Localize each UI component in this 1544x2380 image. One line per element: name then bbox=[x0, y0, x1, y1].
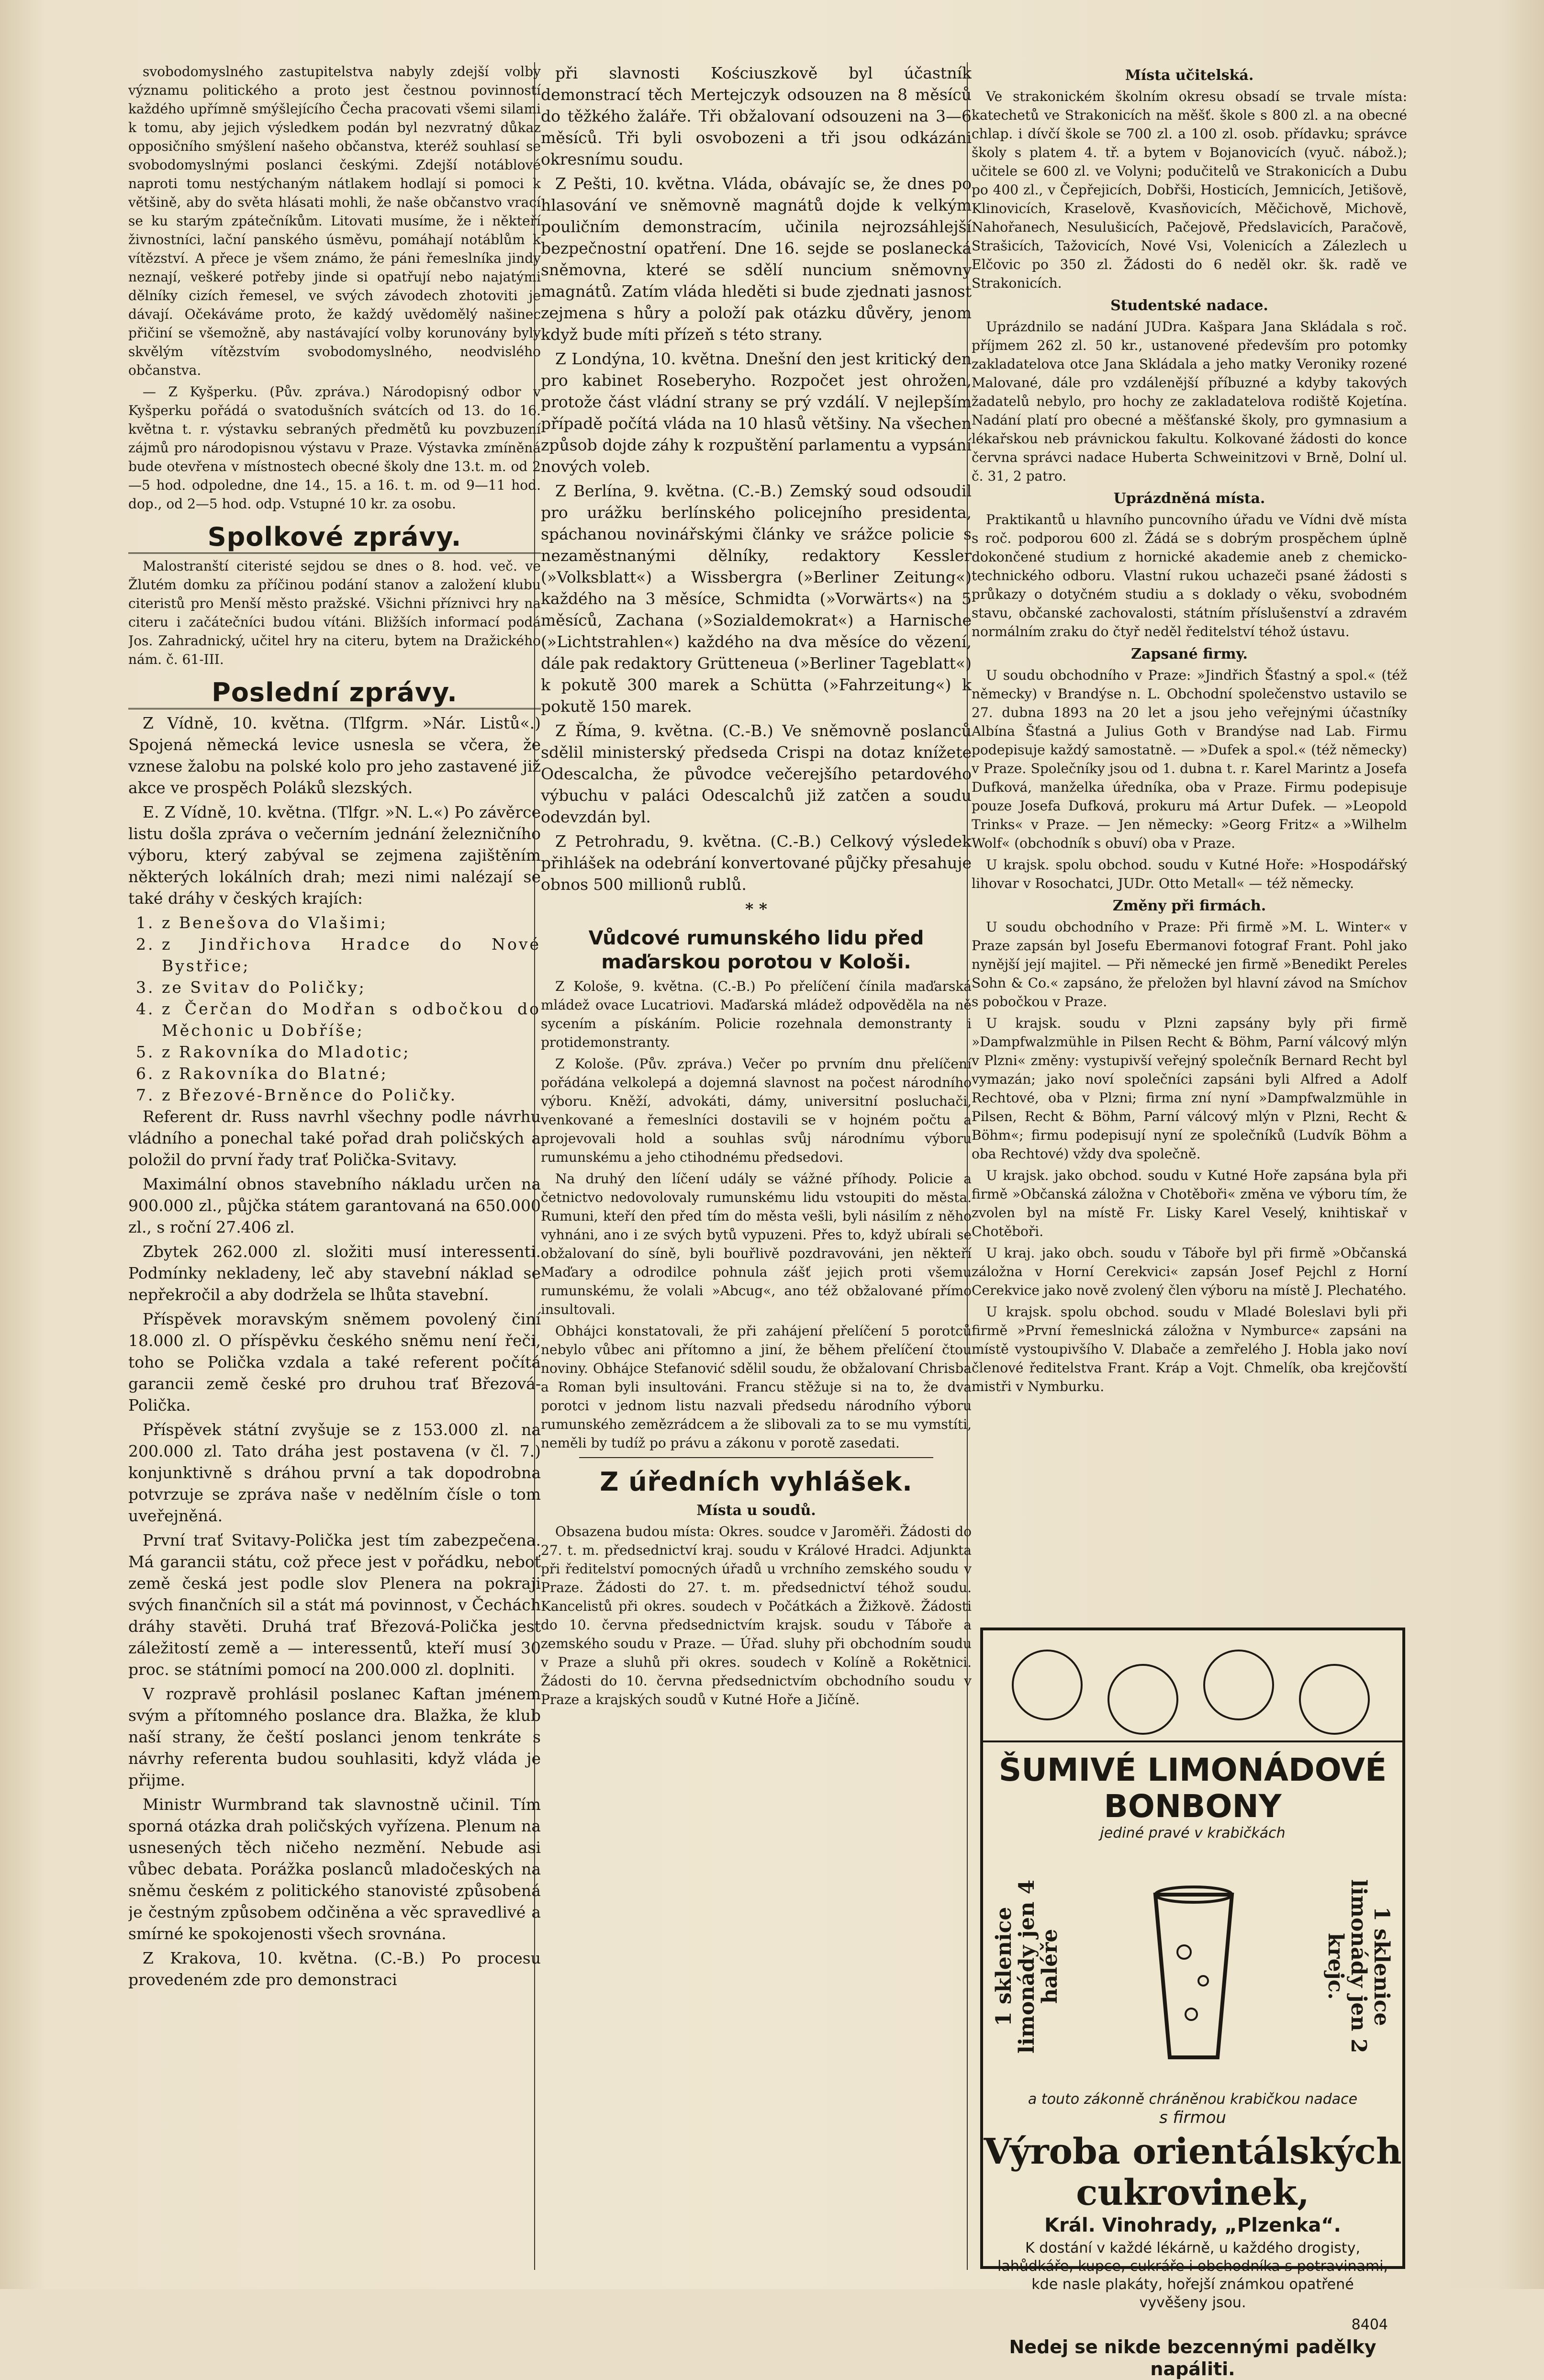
ad-vertical-text: 1 sklenice limonády jen 2 krejc. bbox=[1323, 1879, 1394, 2054]
column-left bbox=[128, 62, 541, 2270]
article-paragraph: Z Londýna, 10. května. Dnešní den jest kritický den pro kabinet Roseberyho. Rozpočet jest ohrožen, protože část vládní strany se prý vzdálí. V nejlepším případě počítá vláda na 10 hlasů většiny. Na všechen způsob dojde záhy k rozpuštění parlamentu a vypsání nových voleb. bbox=[541, 349, 972, 476]
article-paragraph: E. Z Vídně, 10. května. (Tlfgr. »N. L.«) Po závěrce listu došla zpráva o večerním jednání železničního výboru, který zabýval se zejmena zajištěním některých lokálních drah; mezi nimi nalézají se také dráhy v českých krajích: bbox=[128, 803, 541, 908]
ad-vertical-text: 1 sklenice limonády jen 4 haléře bbox=[992, 1879, 1062, 2054]
article-paragraph: Z Říma, 9. května. (C.-B.) Ve sněmovně poslanců sdělil ministerský předseda Crispi na dotaz knížete Odescalcha, že původce večerejšího petardového výbuchu v paláci Odescalchů již zatčen a soudu odevzdán byl. bbox=[541, 721, 972, 826]
list-item: 2. z Jindřichova Hradce do Nové Bystřice; bbox=[162, 933, 541, 977]
advertisement bbox=[980, 1628, 1405, 2380]
article-paragraph: U soudu obchodního v Praze: Při firmě »M. L. Winter« v Praze zapsán byl Josefu Ebermanovi fotograf Frant. Pohl jako nynější její majitel. — Při německé jen firmě »Benedikt Pereles Sohn & Co.« zapsáno, že přeložen byl hlavní závod na Smíchov s pobočkou v Praze. bbox=[972, 919, 1407, 1010]
article-paragraph: Z Pešti, 10. května. Vláda, obávajíc se, že dnes po hlasování ve sněmovně magnátů dojde k velkým pouličním demonstracím, učinila nejrozsáhlejší bezpečnostní opatření. Dne 16. sejde se poslanecká sněmovna, které se sdělí nuncium sněmovny magnátů. Zatím vláda hleděti si bude zjednati jasnost zejmena s hůry a položí pak otázku důvěry, jenom když bude míti přízeň s této strany. bbox=[541, 174, 972, 344]
section-separator: * * bbox=[745, 899, 767, 918]
article-paragraph: Maximální obnos stavebního nákladu určen na 900.000 zl., půjčka státem garantovaná na 650.000 zl., s roční 27.406 zl. bbox=[128, 1175, 541, 1236]
article-paragraph: Příspěvek státní zvyšuje se z 153.000 zl. na 200.000 zl. Tato dráha jest postavena (v čl. 7.) konjunktivně s dráhou první a tak dopodrobna potvrzuje se zpráva naše v nedělním čísle o tom uveřejněná. bbox=[128, 1420, 541, 1525]
ad-note: a touto zákonně chráněnou krabičkou nadace bbox=[1028, 2091, 1358, 2108]
subsection-heading: Místa u soudů. bbox=[696, 1502, 816, 1519]
article-paragraph: U soudu obchodního v Praze: »Jindřich Šťastný a spol.« (též německy) v Brandýse n. L. Obchodní společenstvo ustavilo se 27. dubna 1893 na 20 let a jsou jeho veřejnými účastníky Albína Šťastná a Julius Goth v Brandýse nad Lab. Firmu podepisuje každý samostatně. — »Dufek a spol.« (též německy) v Praze. Společníky jsou od 1. dubna t. r. Karel Marintz a Josefa Dufková, manželka úředníka, oba v Praze. Firmu podepisuje pouze Josefa Dufková, prokuru má Artur Dufek. — »Leopold Trinks« v Praze. — Jen německy: »Georg Fritz« a »Wilhelm Wolf« (obchodník s obuví) oba v Praze. bbox=[972, 667, 1407, 851]
article-paragraph: Z Kološe. (Pův. zpráva.) Večer po prvním dnu přelíčení pořádána velkolepá a dojemná slavnost na počest národního výboru. Kněží, advokáti, dámy, universitní posluchači, venkované a řemeslníci dostavili se v hojném počtu a projevovali hold a souhlas svůj národnímu výboru rumunskému a jeho ctihodnému předsedovi. bbox=[541, 1056, 972, 1165]
article-paragraph: Z Kološe, 9. května. (C.-B.) Po přelíčení čínila maďarská mládež ovace Lucatriovi. Maďarská mládež odpověděla na ně sycením a pískáním. Policie rozehnala demonstranty i protidemonstranty. bbox=[541, 978, 972, 1050]
article-paragraph: U krajsk. soudu v Plzni zapsány byly při firmě »Dampfwalzmühle in Pilsen Recht & Böhm, Parní válcový mlýn v Plzni« změny: vystupivší veřejný společník Bernard Recht byl vymazán; jako noví společníci zapsáni byli Alfred a Adolf Rechtové, oba v Plzni; firma zní nyní »Dampfwalzmühle in Pilsen, Recht & Böhm, Parní válcový mlýn v Plzni, Recht & Böhm«; firmu podepisují nyní ze společníků (Ludvík Böhm a oba Rechtové) vždy dva společně. bbox=[972, 1015, 1407, 1162]
article-paragraph: Zbytek 262.000 zl. složiti musí interessenti. Podmínky nekladeny, leč aby stavební náklad se nepřekročil a aby dodržela se lhůta stavební. bbox=[128, 1242, 541, 1304]
ad-firm-prefix: s firmou bbox=[1159, 2108, 1226, 2127]
ad-illustration bbox=[983, 1842, 1402, 2091]
article-paragraph: V rozpravě prohlásil poslanec Kaftan jménem svým a přítomného poslance dra. Blažka, že klub naší strany, že čeští poslanci jenom tenkráte s návrhy referenta budou souhlasiti, když vláda je přijme. bbox=[128, 1684, 541, 1789]
subsection-heading: Místa učitelská. bbox=[1125, 67, 1254, 84]
ad-company-name: Výroba orientálských cukrovinek, bbox=[984, 2131, 1402, 2213]
article-paragraph: Obhájci konstatovali, že při zahájení přelíčení 5 porotců nebylo vůbec ani přítomno a jiní, že během přelíčení čtou noviny. Obhájce Stefanović sdělil soudu, že obžalovaní Chrisba a Roman byli insultováni. Francu stěžuje si na to, že dva porotci v jednom listu nazvali předsedu národního výboru rumunského zemězrádcem a že slibovali za to se mu vymstíti, neměli by tudíž po právu a zákonu v porotě zasedati. bbox=[541, 1323, 972, 1451]
article-paragraph: Obsazena budou místa: Okres. soudce v Jaroměři. Žádosti do 27. t. m. předsednictví kraj. soudu v Králové Hradci. Adjunkta při ředitelství pomocných úřadů u vrchního zemského soudu v Praze. Žádosti do 27. t. m. předsednictví téhož soudu. Kancelistů při okres. soudech v Počátkách a Žižkově. Žádosti do 10. června předsednictvím krajsk. soudu v Táboře a zemského soudu v Praze. — Úřad. sluhy při obchodním soudu v Praze a sluhů při okres. soudech v Kolíně a Rokětnici. Žádosti do 10. června předsednictvím obchodního soudu v Praze a krajských soudů v Kutné Hoře a Jičíně. bbox=[541, 1524, 972, 1707]
article-paragraph: U kraj. jako obch. soudu v Táboře byl při firmě »Občanská záložna v Horní Cerekvici« zapsán Josef Pejchl z Horní Cerekvice jako nově zvolený člen výboru na místě J. Plechatého. bbox=[972, 1245, 1407, 1298]
subsection-heading: Změny při firmách. bbox=[1112, 898, 1266, 914]
railway-list bbox=[128, 912, 541, 1106]
section-heading: Spolkové zprávy. bbox=[128, 522, 541, 554]
article-paragraph: U krajsk. spolu obchod. soudu v Mladé Boleslavi byli při firmě »První řemeslnická záložna v Nymburce« zapsáni na místě vystoupivšího V. Dlabače a zemřelého J. Hobla jako noví členové ředitelstva Frant. Kráp a Vojt. Chmelík, oba krejčovští mistři v Nymburku. bbox=[972, 1304, 1407, 1394]
article-paragraph: Z Berlína, 9. května. (C.-B.) Zemský soud odsoudil pro urážku berlínského policejního presidenta, spáchanou novinářskými články ve srážce policie s nezaměstnanými dělníky, redaktory Kessler (»Volksblatt«) a Wissbergra (»Berliner Zeitung«) každého na 3 měsíce, Schmidta (»Vorwärts«) na 5 měsíců, Zachana (»Sozialdemokrat«) a Harnische (»Lichtstrahlen«) každého na dva měsíce do vězení, dále pak redaktory Grütteneua (»Berliner Tageblatt«) k pokutě 300 marek a Schütta (»Fahrzeitung«) k pokutě 150 marek. bbox=[541, 482, 972, 716]
subsection-heading: Studentské nadace. bbox=[1110, 297, 1268, 314]
column-right bbox=[972, 62, 1407, 1619]
article-paragraph: Praktikantů u hlavního puncovního úřadu ve Vídni dvě místa s roč. podporou 600 zl. Žádá se s dobrým prospěchem úplně dokončené studium z hornické akademie aneb z chemicko-technického odboru. Vlastní rukou uchazeči psané žádosti s průkazy o dotyčném studiu a s doklady o věku, svobodném stavu, občanské zachovalosti, státním příslušenství a zdravém normálním zraku do čtyř neděl ředitelství téhož ústavu. bbox=[972, 512, 1407, 640]
ad-bubble-banner bbox=[983, 1630, 1402, 1742]
section-heading: Poslední zprávy. bbox=[128, 677, 541, 709]
article-paragraph: svobodomyslného zastupitelstva nabyly zdejší volby významu politického a proto jest čestnou povinností každého upřímně smýšlejícího Čecha pracovati všemi silami k tomu, aby jejich výsledkem podán byl nezvratný důkaz opposičního smýšlení našeho občanstva, kteréž souhlasí se svobodomyslnými poslanci českými. Zdejší notáblové naproti tomu nestýchaným nátlakem hodlají si pomoci k většině, aby do světa hlásati mohli, že naše občanstvo vrací se ku starým zpátečníkům. Litovati musíme, že i někteří živnostníci, lační panského úsměvu, pomáhají notáblům k vítězství. A přece je všem známo, že páni řemeslníka jindy neznají, veškeré potřeby jinde si opatřují nebo najatými dělníky cizích řemesel, ve svých závodech zhotoviti je dávají. Očekáváme proto, že každý uvědomělý našinec přičiní se všemožně, aby nastávající volby korunovány byly skvělým vítězstvím svobodomyslného, neodvislého občanstva. bbox=[128, 64, 541, 378]
article-paragraph: — Z Kyšperku. (Pův. zpráva.) Národopisný odbor v Kyšperku pořádá o svatodušních svátcích od 13. do 16. května t. r. výstavku sebraných předmětů ku povzbuzení zájmů pro národopisnou výstavu v Praze. Výstavka zmíněná bude otevřena v místnostech obecné školy dne 13.t. m. od 2—5 hod. odpoledne, dne 14., 15. a 16. t. m. od 9—11 hod. dop., od 2—5 hod. odp. Vstupné 10 kr. za osobu. bbox=[128, 384, 541, 512]
article-paragraph: Z Petrohradu, 9. května. (C.-B.) Celkový výsledek přihlášek na odebrání konvertované půjčky přesahuje obnos 500 millionů rublů. bbox=[541, 832, 972, 894]
list-item: 7. z Březové-Brněnce do Poličky. bbox=[162, 1084, 541, 1106]
bubble-icon bbox=[1203, 1650, 1274, 1720]
bubble-icon bbox=[1299, 1664, 1370, 1735]
ad-title: ŠUMIVÉ LIMONÁDOVÉ BONBONY bbox=[998, 1751, 1387, 1825]
section-heading: Z úředních vyhlášek. bbox=[600, 1467, 913, 1497]
ad-number: 8404 bbox=[1351, 2316, 1388, 2333]
lemonade-glass-icon bbox=[1136, 1875, 1251, 2067]
article-paragraph: Referent dr. Russ navrhl všechny podle návrhu vládního a ponechal také pořad drah poličských a položil do první řady trať Polička-Svitavy. bbox=[128, 1107, 541, 1169]
list-item: 1. z Benešova do Vlašimi; bbox=[162, 912, 541, 933]
list-item: 6. z Rakovníka do Blatné; bbox=[162, 1063, 541, 1084]
article-paragraph: Z Krakova, 10. května. (C.-B.) Po procesu provedeném zde pro demonstraci bbox=[128, 1949, 541, 1989]
article-paragraph: Malostranští citeristé sejdou se dnes o 8. hod. več. ve Žlutém domku za příčinou podání stanov a založení klubu citeristů pro Menší město pražské. Všichni příznivci hry na citeru i začátečníci budou vítáni. Bližších informací podá Jos. Zahradnický, učitel hry na citeru, bytem na Dražického nám. č. 61-III. bbox=[128, 558, 541, 667]
ad-footer: Nedej se nikde bezcennými padělky napáliti. bbox=[1009, 2336, 1376, 2380]
list-item: 4. z Čerčan do Modřan s odbočkou do Měchonic u Dobříše; bbox=[162, 998, 541, 1041]
list-item: 5. z Rakovníka do Mladotic; bbox=[162, 1041, 541, 1063]
article-paragraph: při slavnosti Kościuszkově byl účastník demonstrací těch Mertejczyk odsouzen na 8 měsíců do těžkého žaláře. Tři obžalovaní odsouzeni na 3—6 měsíců. Tři byli osvobozeni a tři jsou odkázáni okresnímu soudu. bbox=[541, 64, 972, 168]
subsection-heading: Zapsané firmy. bbox=[1131, 646, 1248, 662]
article-paragraph: Na druhý den líčení udály se vážné příhody. Policie a četnictvo nedovolovaly rumunskému lidu vstoupiti do města. Rumuni, kteří den před tím do města vešli, byli násilím z něho vyhnáni, ano i ze svých bytů vypuzeni. Přes to, když ubírali se obžalovaní do síně, byli bouřlivě pozdravováni, jen někteří Maďary a odrodilce pohnula zášť jejich proti všemu rumunskému, že volali »Abcug«, ano též obžalované přímo insultovali. bbox=[541, 1171, 972, 1317]
section-heading: Vůdcové rumunského lidu před maďarskou porotou v Kološi. bbox=[588, 927, 924, 973]
divider bbox=[579, 1457, 933, 1458]
article-paragraph: Uprázdnilo se nadání JUDra. Kašpara Jana Skládala s roč. příjmem 262 zl. 50 kr., ustanovené především pro potomky zakladatelova otce Jana Skládala a jeho matky Veroniky rozené Malované, dále pro vzdálenější příbuzné a kdyby takových žadatelů nebylo, pro hochy ze zakladatelova rodiště Kojetína. Nadání platí pro obecné a měšťanské školy, pro gymnasium a lékařskou neb právnickou fakultu. Kolkované žádosti do konce června správci nadace Huberta Schweinitzovi v Brně, Dolní ul. č. 31, 2 patro. bbox=[972, 319, 1407, 484]
ad-address: Král. Vinohrady, „Plzenka“. bbox=[1044, 2214, 1341, 2236]
ad-subtitle: jediné pravé v krabičkách bbox=[1100, 1825, 1286, 1841]
bubble-icon bbox=[1108, 1664, 1178, 1735]
article-paragraph: U krajsk. jako obchod. soudu v Kutné Hoře zapsána byla při firmě »Občanská záložna v Chotěboři« změna ve výboru tím, že zvolen byl na místě Fr. Lisky Karel Veselý, knihtiskař v Chotěboři. bbox=[972, 1168, 1407, 1239]
article-paragraph: Z Vídně, 10. května. (Tlfgrm. »Nár. Listů«.) Spojená německá levice usnesla se včera, že vznese žalobu na polské kolo pro jeho zastavené již akce ve prospěch Poláků slezských. bbox=[128, 714, 541, 797]
article-paragraph: První trať Svitavy-Polička jest tím zabezpečena. Má garancii státu, což přece jest v pořádku, neboť země česká jest podle slov Plenera na pokraji svých finančních sil a stát má povinnost, v Čechách dráhy stavěti. Druhá trať Březová-Polička jest záležitostí země a — interessentů, kteří musí 30 proc. se státními pomocí na 200.000 zl. doplniti. bbox=[128, 1531, 541, 1679]
bubble-icon bbox=[1012, 1650, 1083, 1720]
column-middle bbox=[541, 62, 972, 2270]
subsection-heading: Uprázdněná místa. bbox=[1113, 490, 1265, 507]
article-paragraph: Ministr Wurmbrand tak slavnostně učinil. Tím sporná otázka drah poličských vyřízena. Plenum na usnesených těch ničeho nezmění. Nebude asi vůbec debata. Porážka poslanců mladočeských na sněmu českém z politického stanovisté způsobená je čestným způsobem odčiněna a věc spravedlivé a smírné ke spokojenosti všech srovnána. bbox=[128, 1795, 541, 1943]
list-item: 3. ze Svitav do Poličky; bbox=[162, 977, 541, 998]
ad-body-text: K dostání v každé lékárně, u každého drogisty, lahůdkáře, kupce, cukráře i obchodníka s potravinami, kde nasle plakáty, hořejší známkou opatřené vyvěšeny jsou. bbox=[997, 2240, 1388, 2311]
article-paragraph: U krajsk. spolu obchod. soudu v Kutné Hoře: »Hospodářský lihovar v Rosochatci, JUDr. Otto Metall« — též německy. bbox=[972, 857, 1407, 891]
article-paragraph: Příspěvek moravským sněmem povolený činí 18.000 zl. O příspěvku českého sněmu není řeči, toho se Polička vzdala a také referent počítá garancii země české pro druhou trať Březová-Polička. bbox=[128, 1310, 541, 1415]
article-paragraph: Ve strakonickém školním okresu obsadí se trvale místa: katechetů ve Strakonicích na měšť. škole s 800 zl. a na obecné chlap. i dívčí škole se 700 zl. a 100 zl. osob. přídavku; správce školy s platem 4. tř. a bytem v Bojanovicích (vyuč. nábož.); učitele se 600 zl. ve Volyni; podučitelů ve Strakonicích a Dubu po 400 zl., v Čepřejicích, Dobřši, Hosticích, Jemnicích, Jetišově, Klinovicích, Kraselově, Kvasňovicích, Měčichově, Michově, Nahořanech, Nesulušicích, Pačejově, Předslavicích, Paračově, Strašicích, Tažovicích, Nové Vsi, Volenicích a Zálezlech u Elčovic po 350 zl. Žádosti do 6 neděl okr. šk. radě ve Strakonicích. bbox=[972, 89, 1407, 291]
